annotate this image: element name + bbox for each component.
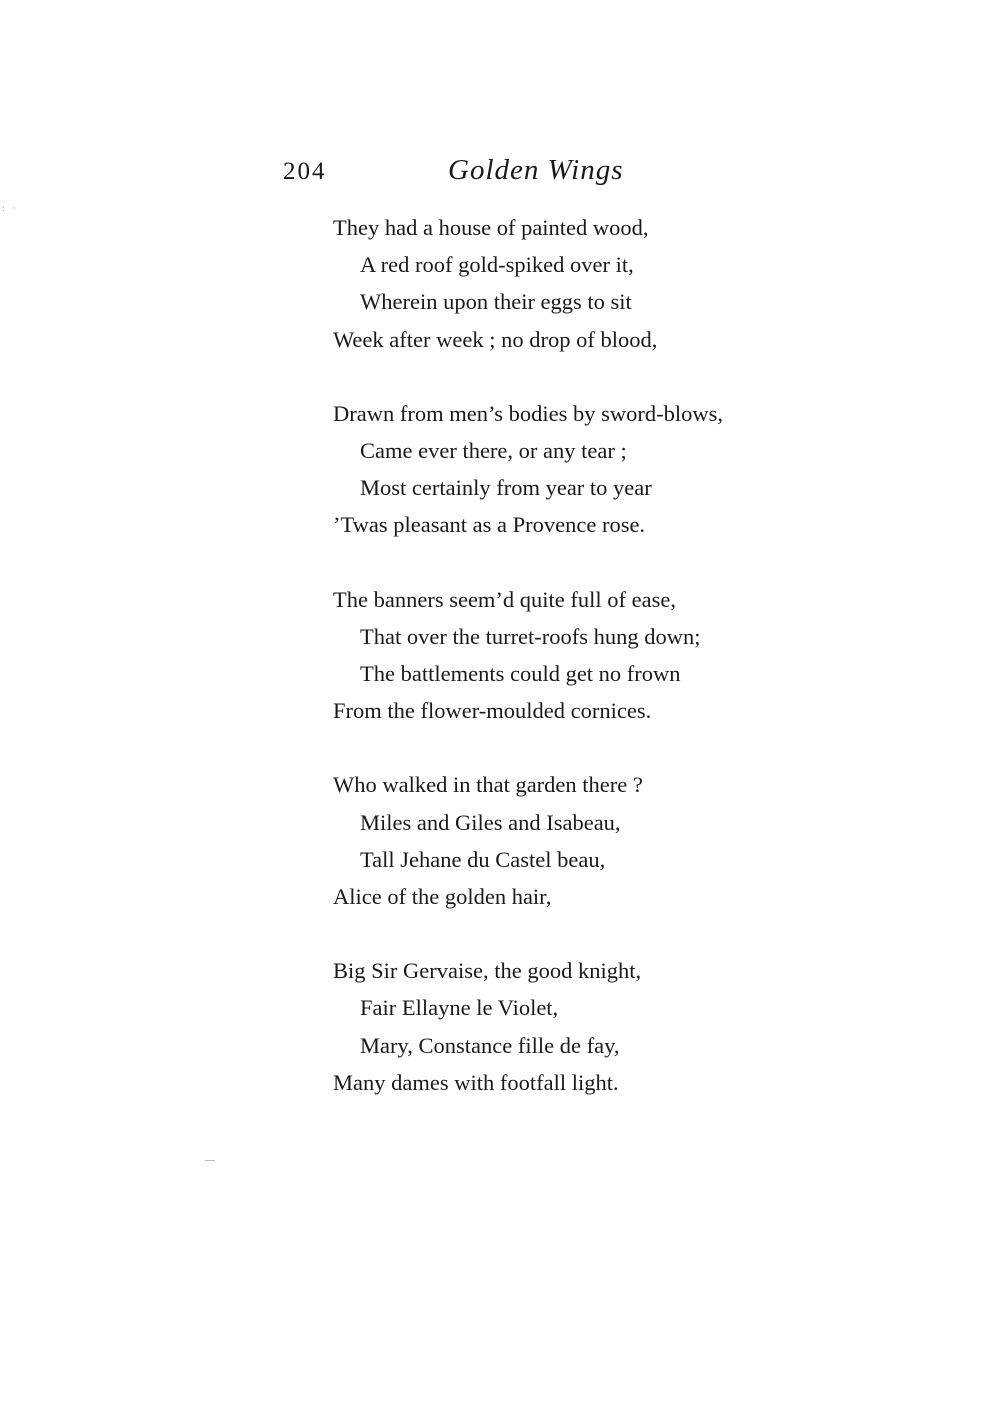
poem-line: Miles and Giles and Isabeau, (360, 809, 621, 835)
stanza-3 (333, 581, 793, 730)
poem-line: Alice of the golden hair, (333, 884, 552, 910)
stanza-4 (333, 766, 793, 915)
poem-line: Tall Jehane du Castel beau, (360, 846, 606, 872)
poem-line: Who walked in that garden there ? (333, 772, 643, 798)
poem-line: That over the turret-roofs hung down; (360, 623, 701, 649)
poem-line: Came ever there, or any tear ; (360, 438, 627, 464)
poem-line: Mary, Constance fille de fay, (360, 1032, 620, 1058)
poem (333, 209, 793, 1138)
page-number: 204 (283, 158, 327, 185)
scan-mark (205, 1160, 215, 1161)
poem-line: Week after week ; no drop of blood, (333, 326, 658, 352)
poem-line: Wherein upon their eggs to sit (360, 289, 632, 315)
margin-specks: : · (2, 203, 19, 213)
poem-line: From the flower-moulded cornices. (333, 698, 652, 724)
poem-line: Fair Ellayne le Violet, (360, 995, 559, 1021)
poem-line: Many dames with footfall light. (333, 1069, 619, 1095)
poem-line: The banners seem’d quite full of ease, (333, 586, 676, 612)
stanza-1 (333, 209, 793, 358)
poem-line: The battlements could get no frown (360, 661, 681, 687)
poem-line: ’Twas pleasant as a Provence rose. (333, 512, 646, 538)
poem-line: Big Sir Gervaise, the good knight, (333, 958, 642, 984)
stanza-5 (333, 952, 793, 1101)
stanza-2 (333, 395, 793, 544)
poem-line: A red roof gold-spiked over it, (360, 252, 634, 278)
poem-line: Drawn from men’s bodies by sword-blows, (333, 400, 723, 426)
poem-line: They had a house of painted wood, (333, 215, 649, 240)
poem-line: Most certainly from year to year (360, 475, 652, 501)
running-title: Golden Wings (448, 154, 624, 186)
